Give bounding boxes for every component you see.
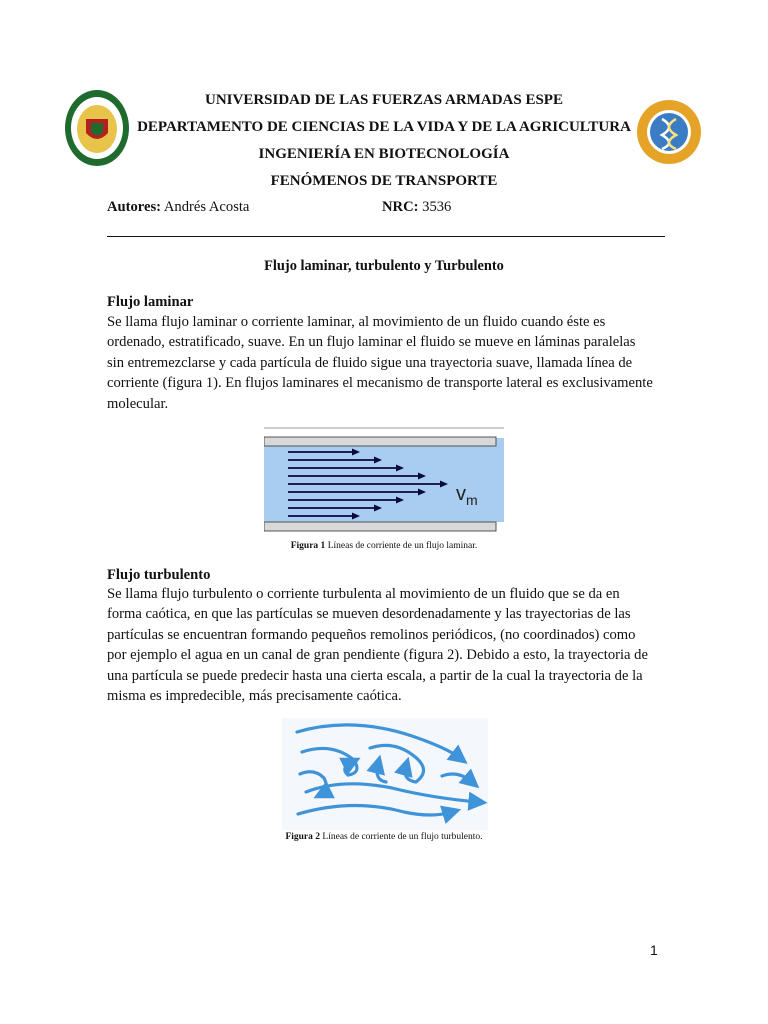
paragraph-line: forma caótica, en que las partículas se mueven desordenadamente y las trayectorias de las [107,606,631,623]
course-name: FENÓMENOS DE TRANSPORTE [270,173,498,189]
paragraph-line: molecular. [107,395,169,412]
figure-laminar-flow [264,426,504,534]
figure-turbulent-flow [282,718,488,830]
paragraph-line: misma es impredecible, más precisamente caótica. [107,688,402,705]
paragraph-line: ordenado, estratificado, suave. En un flujo laminar el fluido se mueve en láminas paralelas [107,334,636,351]
figure-1-caption [0,541,768,551]
paragraph-turbulent [107,584,661,706]
paragraph-line: sin entremezclarse y cada partícula de fluido sigue una trayectoria suave, llamada línea de [107,354,633,371]
nrc-value: 3536 [422,199,452,215]
authors-value: Andrés Acosta [163,199,250,215]
header-divider [107,236,665,237]
figure-2-caption [0,832,768,842]
nrc-label: NRC: [382,199,419,215]
paragraph-line: Se llama flujo turbulento o corriente turbulenta al movimiento de un fluido que se da en [107,586,620,602]
authors-line [107,199,249,216]
paragraph-line: por ejemplo el agua en un canal de gran pendiente (figura 2). Debido a esto, la trayectoria de [107,647,648,664]
figure-1-text: Líneas de corriente de un flujo laminar. [327,541,478,551]
document-title: Flujo laminar, turbulento y Turbulento [264,258,504,274]
section-heading-laminar: Flujo laminar [107,294,194,310]
nrc-line [382,199,451,216]
bottom-plate [264,522,496,531]
paragraph-line: Se llama flujo laminar o corriente laminar, al movimiento de un fluido cuando éste es [107,314,606,330]
department-name: DEPARTAMENTO DE CIENCIAS DE LA VIDA Y DE LA AGRICULTURA [137,119,631,135]
paragraph-line: corriente (figura 1). En flujos laminares el mecanismo de transporte lateral es exclusivamente [107,375,653,392]
figure-1-label: Figura 1 [290,541,326,551]
figure-2-label: Figura 2 [285,832,321,842]
page-number: 1 [650,942,658,958]
career-name: INGENIERÍA EN BIOTECNOLOGÍA [258,146,510,162]
paragraph-line: partículas se encuentran formando pequeños remolinos periódicos, (no coordinados) como [107,626,636,643]
paragraph-laminar [107,312,661,414]
velocity-symbol: $v_m$ [456,483,478,508]
espe-logo-text: ESPE [87,100,107,107]
fluid-region [264,438,504,522]
paragraph-line: una partícula se puede predecir hasta una cierta escala, a partir de la cual la trayectoria de la [107,667,643,684]
section-heading-turbulent: Flujo turbulento [107,567,211,583]
university-name: UNIVERSIDAD DE LAS FUERZAS ARMADAS ESPE [205,92,563,108]
top-plate [264,437,496,446]
authors-label: Autores: [107,199,162,215]
figure-2-text: Líneas de corriente de un flujo turbulento. [322,832,483,842]
